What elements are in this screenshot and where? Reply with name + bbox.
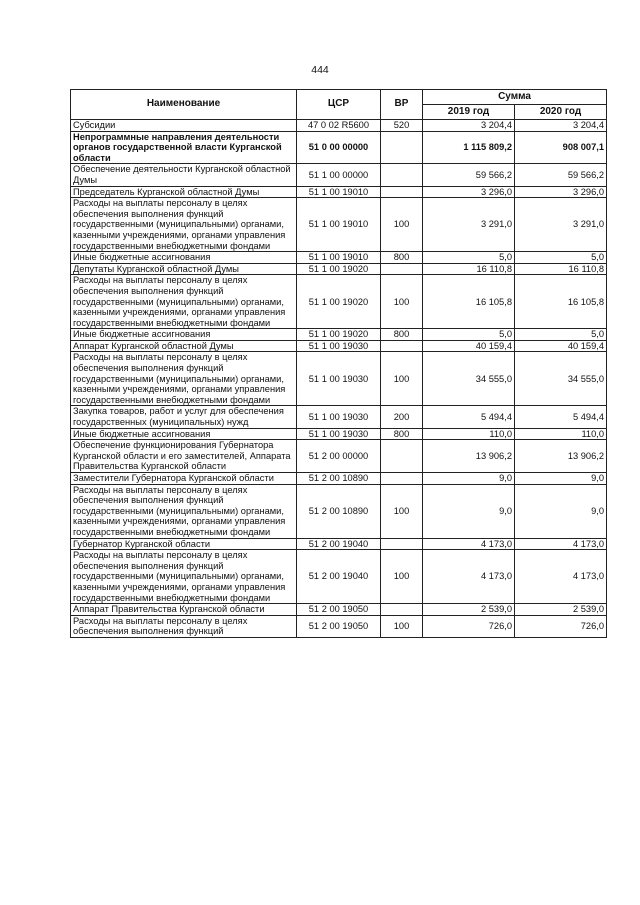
table-row [71, 120, 607, 132]
row-sum-2019-cell: 4 173,0 [423, 550, 515, 604]
row-vr-cell: 100 [381, 198, 423, 252]
row-sum-2019-cell: 9,0 [423, 473, 515, 485]
page-number: 444 [311, 64, 329, 76]
row-name-cell: Расходы на выплаты персоналу в целях обеспечения выполнения функций [71, 615, 297, 637]
row-name-cell: Расходы на выплаты персоналу в целях обеспечения выполнения функций государственными (муниципальными) органами, казенными учреждениями, органами управления государственными внебюджетными фондами [71, 352, 297, 406]
row-csr-cell: 51 1 00 19030 [297, 352, 381, 406]
row-name-cell: Субсидии [71, 120, 297, 132]
row-vr-cell: 100 [381, 352, 423, 406]
row-sum-2019-cell: 1 115 809,2 [423, 131, 515, 164]
row-sum-2020-cell: 110,0 [515, 428, 607, 440]
row-sum-2019-cell: 40 159,4 [423, 340, 515, 352]
row-sum-2020-cell: 2 539,0 [515, 604, 607, 616]
row-csr-cell: 51 1 00 19020 [297, 263, 381, 275]
table-row [71, 186, 607, 198]
row-vr-cell [381, 164, 423, 186]
row-vr-cell: 800 [381, 329, 423, 341]
row-csr-cell: 51 2 00 00000 [297, 440, 381, 473]
header-year-2020: 2020 год [515, 105, 607, 120]
row-name-cell: Иные бюджетные ассигнования [71, 428, 297, 440]
row-vr-cell [381, 263, 423, 275]
row-csr-cell: 51 1 00 19030 [297, 340, 381, 352]
row-vr-cell: 200 [381, 406, 423, 428]
row-vr-cell: 100 [381, 484, 423, 538]
table-row [71, 550, 607, 604]
row-csr-cell: 51 2 00 19040 [297, 538, 381, 550]
row-sum-2020-cell: 9,0 [515, 484, 607, 538]
row-vr-cell: 100 [381, 275, 423, 329]
row-sum-2020-cell: 16 105,8 [515, 275, 607, 329]
table-row [71, 484, 607, 538]
row-sum-2020-cell: 4 173,0 [515, 538, 607, 550]
row-sum-2019-cell: 5 494,4 [423, 406, 515, 428]
row-name-cell: Аппарат Правительства Курганской области [71, 604, 297, 616]
row-vr-cell: 800 [381, 428, 423, 440]
row-name-cell: Расходы на выплаты персоналу в целях обеспечения выполнения функций государственными (муниципальными) органами, казенными учреждениями, органами управления государственными внебюджетными фондами [71, 550, 297, 604]
row-vr-cell [381, 440, 423, 473]
row-vr-cell [381, 131, 423, 164]
row-sum-2019-cell: 3 296,0 [423, 186, 515, 198]
row-name-cell: Расходы на выплаты персоналу в целях обеспечения выполнения функций государственными (муниципальными) органами, казенными учреждениями, органами управления государственными внебюджетными фондами [71, 484, 297, 538]
row-vr-cell [381, 473, 423, 485]
row-sum-2020-cell: 3 204,4 [515, 120, 607, 132]
row-csr-cell: 51 1 00 00000 [297, 164, 381, 186]
table-row [71, 604, 607, 616]
row-sum-2020-cell: 5 494,4 [515, 406, 607, 428]
row-vr-cell: 100 [381, 615, 423, 637]
row-name-cell: Иные бюджетные ассигнования [71, 329, 297, 341]
row-csr-cell: 51 2 00 19040 [297, 550, 381, 604]
row-sum-2019-cell: 3 204,4 [423, 120, 515, 132]
row-sum-2019-cell: 59 566,2 [423, 164, 515, 186]
row-name-cell: Непрограммные направления деятельности органов государственной власти Курганской области [71, 131, 297, 164]
row-sum-2020-cell: 3 291,0 [515, 198, 607, 252]
row-sum-2019-cell: 9,0 [423, 484, 515, 538]
row-sum-2019-cell: 5,0 [423, 252, 515, 264]
table-row [71, 538, 607, 550]
row-csr-cell: 51 2 00 19050 [297, 604, 381, 616]
row-sum-2019-cell: 16 110,8 [423, 263, 515, 275]
table-row [71, 473, 607, 485]
table-row [71, 263, 607, 275]
row-sum-2019-cell: 5,0 [423, 329, 515, 341]
row-name-cell: Расходы на выплаты персоналу в целях обеспечения выполнения функций государственными (муниципальными) органами, казенными учреждениями, органами управления государственными внебюджетными фондами [71, 198, 297, 252]
table-row [71, 164, 607, 186]
row-name-cell: Обеспечение функционирования Губернатора Курганской области и его заместителей, Аппарата Правительства Курганской области [71, 440, 297, 473]
header-csr: ЦСР [297, 90, 381, 120]
table-row [71, 340, 607, 352]
row-sum-2020-cell: 5,0 [515, 329, 607, 341]
row-sum-2020-cell: 5,0 [515, 252, 607, 264]
table-row [71, 198, 607, 252]
row-csr-cell: 51 1 00 19010 [297, 186, 381, 198]
table-row [71, 352, 607, 406]
table-body [71, 120, 607, 638]
row-sum-2020-cell: 4 173,0 [515, 550, 607, 604]
row-csr-cell: 51 2 00 19050 [297, 615, 381, 637]
table-header [71, 90, 607, 120]
row-sum-2020-cell: 59 566,2 [515, 164, 607, 186]
row-sum-2020-cell: 726,0 [515, 615, 607, 637]
row-name-cell: Расходы на выплаты персоналу в целях обеспечения выполнения функций государственными (муниципальными) органами, казенными учреждениями, органами управления государственными внебюджетными фондами [71, 275, 297, 329]
row-sum-2020-cell: 40 159,4 [515, 340, 607, 352]
header-vr: ВР [381, 90, 423, 120]
row-name-cell: Губернатор Курганской области [71, 538, 297, 550]
table-row [71, 252, 607, 264]
row-name-cell: Заместители Губернатора Курганской области [71, 473, 297, 485]
row-sum-2020-cell: 9,0 [515, 473, 607, 485]
table-row [71, 406, 607, 428]
row-name-cell: Депутаты Курганской областной Думы [71, 263, 297, 275]
row-sum-2019-cell: 13 906,2 [423, 440, 515, 473]
row-sum-2019-cell: 3 291,0 [423, 198, 515, 252]
table-row [71, 440, 607, 473]
row-vr-cell: 520 [381, 120, 423, 132]
header-year-2019: 2019 год [423, 105, 515, 120]
row-sum-2019-cell: 4 173,0 [423, 538, 515, 550]
row-vr-cell [381, 186, 423, 198]
table-row [71, 329, 607, 341]
row-csr-cell: 51 0 00 00000 [297, 131, 381, 164]
row-csr-cell: 51 1 00 19010 [297, 252, 381, 264]
row-sum-2020-cell: 13 906,2 [515, 440, 607, 473]
row-vr-cell [381, 604, 423, 616]
row-csr-cell: 47 0 02 R5600 [297, 120, 381, 132]
row-name-cell: Обеспечение деятельности Курганской областной Думы [71, 164, 297, 186]
row-sum-2020-cell: 908 007,1 [515, 131, 607, 164]
row-csr-cell: 51 2 00 10890 [297, 484, 381, 538]
row-sum-2019-cell: 110,0 [423, 428, 515, 440]
row-sum-2020-cell: 34 555,0 [515, 352, 607, 406]
table-row [71, 131, 607, 164]
table-row [71, 275, 607, 329]
row-sum-2019-cell: 2 539,0 [423, 604, 515, 616]
row-sum-2019-cell: 16 105,8 [423, 275, 515, 329]
row-csr-cell: 51 1 00 19020 [297, 329, 381, 341]
row-csr-cell: 51 1 00 19010 [297, 198, 381, 252]
row-vr-cell: 800 [381, 252, 423, 264]
row-vr-cell [381, 538, 423, 550]
row-sum-2019-cell: 726,0 [423, 615, 515, 637]
row-name-cell: Председатель Курганской областной Думы [71, 186, 297, 198]
row-sum-2019-cell: 34 555,0 [423, 352, 515, 406]
row-csr-cell: 51 2 00 10890 [297, 473, 381, 485]
row-sum-2020-cell: 16 110,8 [515, 263, 607, 275]
row-name-cell: Аппарат Курганской областной Думы [71, 340, 297, 352]
header-sum: Сумма [423, 90, 607, 105]
row-name-cell: Иные бюджетные ассигнования [71, 252, 297, 264]
table-row [71, 428, 607, 440]
row-sum-2020-cell: 3 296,0 [515, 186, 607, 198]
row-name-cell: Закупка товаров, работ и услуг для обеспечения государственных (муниципальных) нужд [71, 406, 297, 428]
table-row [71, 615, 607, 637]
budget-table [70, 89, 607, 638]
header-name: Наименование [71, 90, 297, 120]
row-csr-cell: 51 1 00 19020 [297, 275, 381, 329]
row-csr-cell: 51 1 00 19030 [297, 428, 381, 440]
row-vr-cell: 100 [381, 550, 423, 604]
row-vr-cell [381, 340, 423, 352]
row-csr-cell: 51 1 00 19030 [297, 406, 381, 428]
